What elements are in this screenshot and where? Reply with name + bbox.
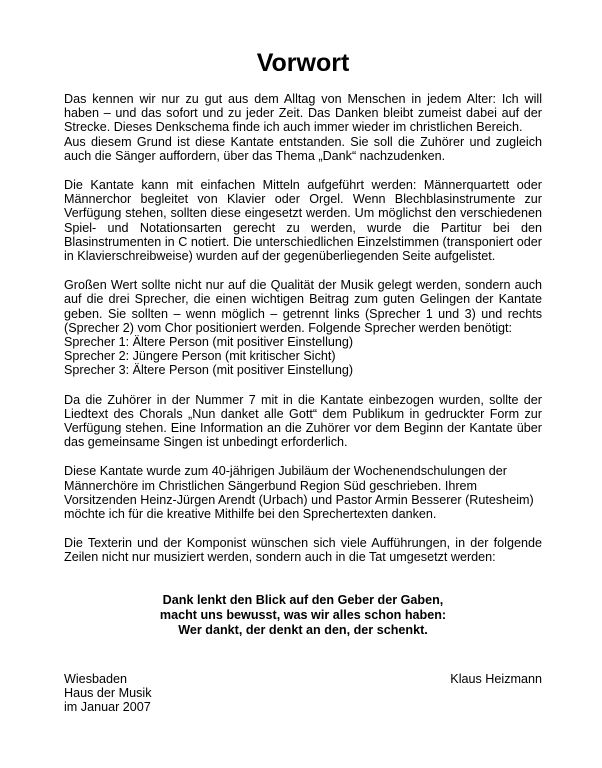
signature-place: Wiesbaden (64, 671, 128, 686)
verse-line-3: Wer dankt, der denkt an den, der schenkt. (178, 622, 428, 637)
paragraph-intro-segment-2: Aus diesem Grund ist diese Kantate entstanden. Sie soll die Zuhörer und zugleich auch die Sänger auffordern, über das Thema „Dank“ nachzudenken. (64, 134, 542, 163)
paragraph-intro-segment-1: Das kennen wir nur zu gut aus dem Alltag von Menschen in jedem Alter: Ich will haben – und das sofort und zu jeder Zeit. Das Danken bleibt zumeist dabei auf der Strecke. Dieses Denkschema finde ich auch immer wieder im christlichen Bereich. (64, 92, 542, 135)
paragraph-dedication-line-1: Diese Kantate wurde zum 40-jährigen Jubiläum der Wochenendschulungen der (64, 464, 507, 479)
signature-date: im Januar 2007 (64, 700, 151, 715)
paragraph-dedication-line-3: Vorsitzenden Heinz-Jürgen Arendt (Urbach) und Pastor Armin Besserer (Rutesheim) (64, 492, 534, 507)
paragraph-speakers-text: Großen Wert sollte nicht nur auf die Qualität der Musik gelegt werden, sondern auch auf die drei Sprecher, die einen wichtigen Beitrag zum guten Gelingen der Kantate geben. Sie sollten – wenn möglich – getrennt links (Sprecher 1 und 3) und rechts (Sprecher 2) vom Chor positioniert werden. Folgende Sprecher werden benötigt: (64, 278, 542, 335)
paragraph-speakers (64, 278, 542, 377)
signature-institution: Haus der Musik (64, 685, 152, 700)
closing-verse (64, 593, 542, 638)
paragraph-wish (64, 536, 542, 564)
document-content (0, 48, 602, 714)
signature-left-column (64, 672, 152, 715)
paragraph-audience-text: Da die Zuhörer in der Nummer 7 mit in die Kantate einbezogen wurden, sollte der Liedtext des Chorals „Nun danket alle Gott“ dem Publikum in gedruckter Form zur Verfügung stehen. Eine Information an die Zuhörer vor dem Beginn der Kantate über das gemeinsame Singen ist unbedingt erforderlich. (64, 392, 542, 450)
paragraph-intro (64, 92, 542, 163)
speaker-list-item-3: Sprecher 3: Ältere Person (mit positiver Einstellung) (64, 363, 354, 378)
paragraph-performance (64, 178, 542, 263)
paragraph-audience (64, 393, 542, 450)
verse-line-2: macht uns bewusst, was wir alles schon haben: (159, 607, 447, 622)
verse-line-1: Dank lenkt den Blick auf den Geber der Gaben, (162, 592, 444, 607)
speaker-list-item-2: Sprecher 2: Jüngere Person (mit kritischer Sicht) (64, 349, 336, 364)
paragraph-dedication (64, 464, 542, 521)
signature-author: Klaus Heizmann (450, 671, 542, 686)
signature-block (64, 672, 542, 715)
page-title: Vorwort (256, 49, 350, 77)
paragraph-wish-text: Die Texterin und der Komponist wünschen sich viele Aufführungen, in der folgende Zeilen nicht nur musiziert werden, sondern auch in die Tat umgesetzt werden: (64, 536, 542, 565)
paragraph-dedication-line-4: möchte ich für die kreative Mithilfe bei den Sprechertexten danken. (64, 507, 437, 522)
speaker-list-item-1: Sprecher 1: Ältere Person (mit positiver Einstellung) (64, 335, 354, 350)
paragraph-dedication-line-2: Männerchöre im Christlichen Sängerbund Region Süd geschrieben. Ihrem (64, 478, 478, 493)
paragraph-performance-text: Die Kantate kann mit einfachen Mitteln aufgeführt werden: Männerquartett oder Männerchor begleitet von Klavier oder Orgel. Wenn Blechblasinstrumente zur Verfügung stehen, sollten diese eingesetzt werden. Um möglichst den verschiedenen Spiel- und Notationsarten gerecht zu werden, wurde die Partitur bei den Blasinstrumenten in C notiert. Die unterschiedlichen Einzelstimmen (transponiert oder in Klavierschreibweise) wurden auf der gegenüberliegenden Seite aufgelistet. (64, 178, 542, 264)
